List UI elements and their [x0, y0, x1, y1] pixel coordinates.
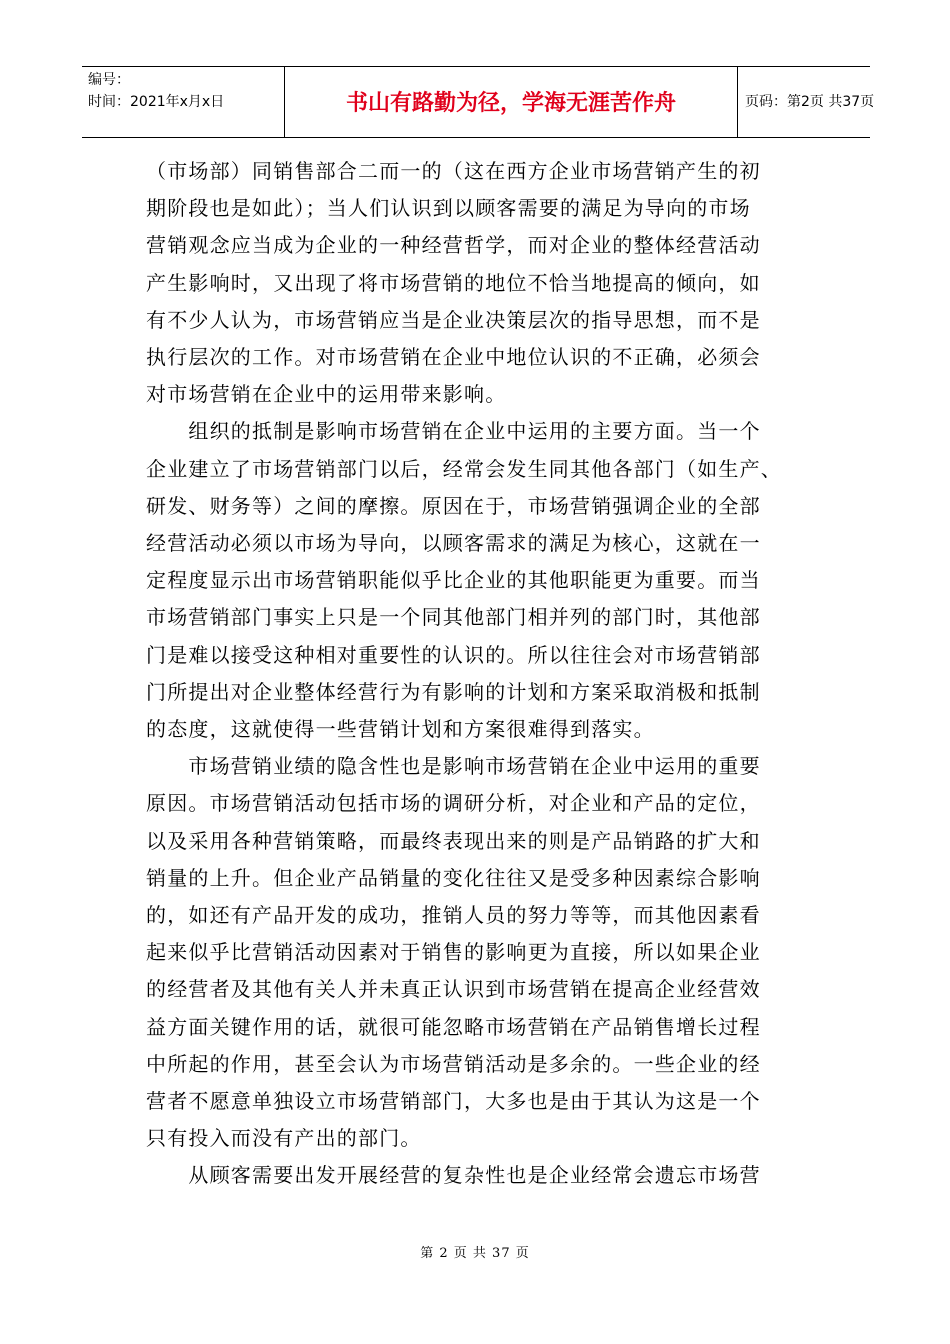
- text-line: 起来似乎比营销活动因素对于销售的影响更为直接，所以如果企业: [146, 940, 761, 965]
- header-page-code: 页码：第2页 共37页: [745, 94, 875, 110]
- page-header: [82, 66, 875, 138]
- text-line: 市场营销部门事实上只是一个同其他部门相并列的部门时，其他部: [146, 605, 761, 630]
- text-line: 门所提出对企业整体经营行为有影响的计划和方案采取消极和抵制: [146, 679, 761, 704]
- text-line: 定程度显示出市场营销职能似乎比企业的其他职能更为重要。而当: [146, 568, 761, 593]
- text-line: 只有投入而没有产出的部门。: [146, 1126, 422, 1151]
- text-line: 营销观念应当成为企业的一种经营哲学，而对企业的整体经营活动: [146, 233, 761, 258]
- text-line: 研发、财务等）之间的摩擦。原因在于，市场营销强调企业的全部: [146, 493, 761, 518]
- text-line: 期阶段也是如此）；当人们认识到以顾客需要的满足为导向的市场: [146, 196, 751, 221]
- header-page-cell: [737, 67, 875, 137]
- text-line: 的态度，这就使得一些营销计划和方案很难得到落实。: [146, 717, 655, 742]
- text-line: 组织的抵制是影响市场营销在企业中运用的主要方面。当一个: [146, 419, 761, 444]
- header-motto-cell: [284, 67, 738, 137]
- text-line: 有不少人认为，市场营销应当是企业决策层次的指导思想，而不是: [146, 307, 761, 332]
- header-motto: 书山有路勤为径，学海无涯苦作舟: [345, 91, 676, 116]
- text-line: 产生影响时，又出现了将市场营销的地位不恰当地提高的倾向，如: [146, 270, 761, 295]
- document-time-label: 时间：2021年x月x日: [88, 94, 225, 110]
- text-line: 的经营者及其他有关人并未真正认识到市场营销在提高企业经营效: [146, 977, 761, 1002]
- text-line: （市场部）同销售部合二而一的（这在西方企业市场营销产生的初: [146, 159, 761, 183]
- text-line: 从顾客需要出发开展经营的复杂性也是企业经常会遗忘市场营: [146, 1163, 761, 1188]
- text-line: 益方面关键作用的话，就很可能忽略市场营销在产品销售增长过程: [146, 1014, 761, 1039]
- text-line: 经营活动必须以市场为导向，以顾客需求的满足为核心，这就在一: [146, 531, 761, 556]
- text-line: 销量的上升。但企业产品销量的变化往往又是受多种因素综合影响: [146, 865, 761, 890]
- text-line: 企业建立了市场营销部门以后，经常会发生同其他各部门（如生产、: [146, 456, 782, 481]
- text-line: 中所起的作用，甚至会认为市场营销活动是多余的。一些企业的经: [146, 1051, 761, 1076]
- text-line: 的，如还有产品开发的成功，推销人员的努力等等，而其他因素看: [146, 903, 761, 928]
- document-body: [146, 153, 826, 1195]
- text-line: 门是难以接受这种相对重要性的认识的。所以往往会对市场营销部: [146, 642, 761, 667]
- text-line: 以及采用各种营销策略，而最终表现出来的则是产品销路的扩大和: [146, 828, 761, 853]
- text-line: 对市场营销在企业中的运用带来影响。: [146, 382, 507, 407]
- text-line: 营者不愿意单独设立市场营销部门，大多也是由于其认为这是一个: [146, 1089, 761, 1114]
- text-line: 市场营销业绩的隐含性也是影响市场营销在企业中运用的重要: [146, 754, 761, 779]
- text-line: 原因。市场营销活动包括市场的调研分析，对企业和产品的定位，: [146, 791, 761, 816]
- text-line: 执行层次的工作。对市场营销在企业中地位认识的不正确，必须会: [146, 345, 761, 370]
- page-footer: 第 2 页 共 37 页: [420, 1246, 530, 1261]
- header-info-cell: [82, 67, 284, 137]
- document-number-label: 编号：: [88, 72, 130, 88]
